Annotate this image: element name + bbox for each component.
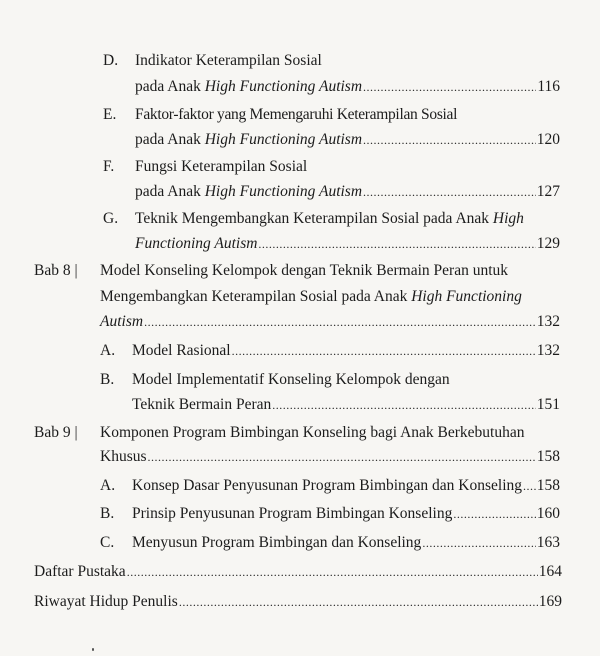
- author-bio-page: 169: [538, 593, 562, 610]
- item-e-page: 120: [536, 131, 560, 148]
- chapter-8-page: 132: [536, 313, 560, 330]
- item-g-letter: G.: [103, 210, 119, 227]
- leader-dots: [232, 341, 536, 361]
- item-g-entry: [135, 234, 560, 254]
- item-f-title-cont: pada Anak: [135, 183, 205, 200]
- leader-dots: [272, 395, 536, 415]
- bibliography-title: Daftar Pustaka: [34, 563, 126, 580]
- chapter-8-entry: [100, 312, 560, 332]
- item-g-title-italic: High: [492, 210, 524, 227]
- leader-dots: [144, 312, 536, 332]
- leader-dots: [422, 533, 535, 553]
- item-e-entry: [135, 130, 560, 150]
- item-9b-title: Prinsip Penyusunan Program Bimbingan Konseling: [132, 505, 453, 522]
- item-g-title-cont: Functioning Autism: [135, 235, 258, 252]
- item-8b-entry: [132, 395, 560, 415]
- item-9c-entry: [132, 533, 560, 553]
- item-e-letter: E.: [103, 106, 117, 123]
- leader-dots: [523, 476, 536, 496]
- leader-dots: [453, 504, 535, 524]
- chapter-9-entry: [100, 447, 560, 467]
- chapter-9-title: Komponen Program Bimbingan Konseling bagi Anak Berkebutuhan: [100, 424, 525, 441]
- item-8b-letter: B.: [100, 371, 115, 388]
- item-9a-page: 158: [536, 477, 560, 494]
- chapter-9-label: Bab 9 |: [34, 424, 78, 441]
- item-9a-letter: A.: [100, 477, 116, 494]
- item-g-page: 129: [536, 235, 560, 252]
- item-f-page: 127: [536, 183, 560, 200]
- item-d-entry: [135, 77, 560, 97]
- item-9b-page: 160: [536, 505, 560, 522]
- item-9c-letter: C.: [100, 534, 115, 551]
- item-8b-title: Model Implementatif Konseling Kelompok dengan: [132, 371, 450, 388]
- item-9b-entry: [132, 504, 560, 524]
- item-f-title-italic: High Functioning Autism: [204, 183, 363, 200]
- item-8a-page: 132: [536, 342, 560, 359]
- item-8a-letter: A.: [100, 342, 116, 359]
- item-9a-title: Konsep Dasar Penyusunan Program Bimbingan dan Konseling: [132, 477, 523, 494]
- item-f-entry: [135, 182, 560, 202]
- chapter-8-title-line3: Autism: [100, 313, 144, 330]
- author-bio-title: Riwayat Hidup Penulis: [34, 593, 178, 610]
- item-d-letter: D.: [103, 52, 119, 69]
- leader-dots: [148, 447, 536, 467]
- print-speck: [92, 648, 94, 651]
- leader-dots: [363, 130, 536, 150]
- item-8a-title: Model Rasional: [132, 342, 231, 359]
- leader-dots: [363, 182, 536, 202]
- bibliography-entry: [34, 562, 562, 582]
- item-d-title: Indikator Keterampilan Sosial: [135, 52, 322, 69]
- item-8b-title-cont: Teknik Bermain Peran: [132, 396, 272, 413]
- chapter-9-title-line2: Khusus: [100, 448, 147, 465]
- item-8b-page: 151: [536, 396, 560, 413]
- leader-dots: [258, 234, 535, 254]
- item-f-title: Fungsi Keterampilan Sosial: [135, 158, 308, 175]
- item-9c-title: Menyusun Program Bimbingan dan Konseling: [132, 534, 422, 551]
- item-f-letter: F.: [103, 158, 115, 175]
- chapter-8-title-line2: Mengembangkan Keterampilan Sosial pada Anak High Functioning: [100, 288, 522, 305]
- leader-dots: [363, 77, 536, 97]
- author-bio-entry: [34, 592, 562, 612]
- bibliography-page: 164: [538, 563, 562, 580]
- item-8a-entry: [132, 341, 560, 361]
- item-d-title-cont: pada Anak: [135, 78, 205, 95]
- item-g-title: Teknik Mengembangkan Keterampilan Sosial pada Anak High: [135, 210, 524, 227]
- leader-dots: [179, 592, 538, 612]
- item-d-page: 116: [537, 78, 560, 95]
- chapter-8-title: Model Konseling Kelompok dengan Teknik Bermain Peran untuk: [100, 262, 509, 279]
- item-e-title: Faktor-faktor yang Memengaruhi Keterampilan Sosial: [135, 106, 458, 123]
- item-9a-entry: [132, 476, 560, 496]
- item-9c-page: 163: [536, 534, 560, 551]
- item-e-title-cont: pada Anak: [135, 131, 205, 148]
- chapter-9-page: 158: [536, 448, 560, 465]
- item-e-title-italic: High Functioning Autism: [204, 131, 363, 148]
- item-d-title-italic: High Functioning Autism: [204, 78, 363, 95]
- chapter-8-label: Bab 8 |: [34, 262, 78, 279]
- item-9b-letter: B.: [100, 505, 115, 522]
- leader-dots: [127, 562, 538, 582]
